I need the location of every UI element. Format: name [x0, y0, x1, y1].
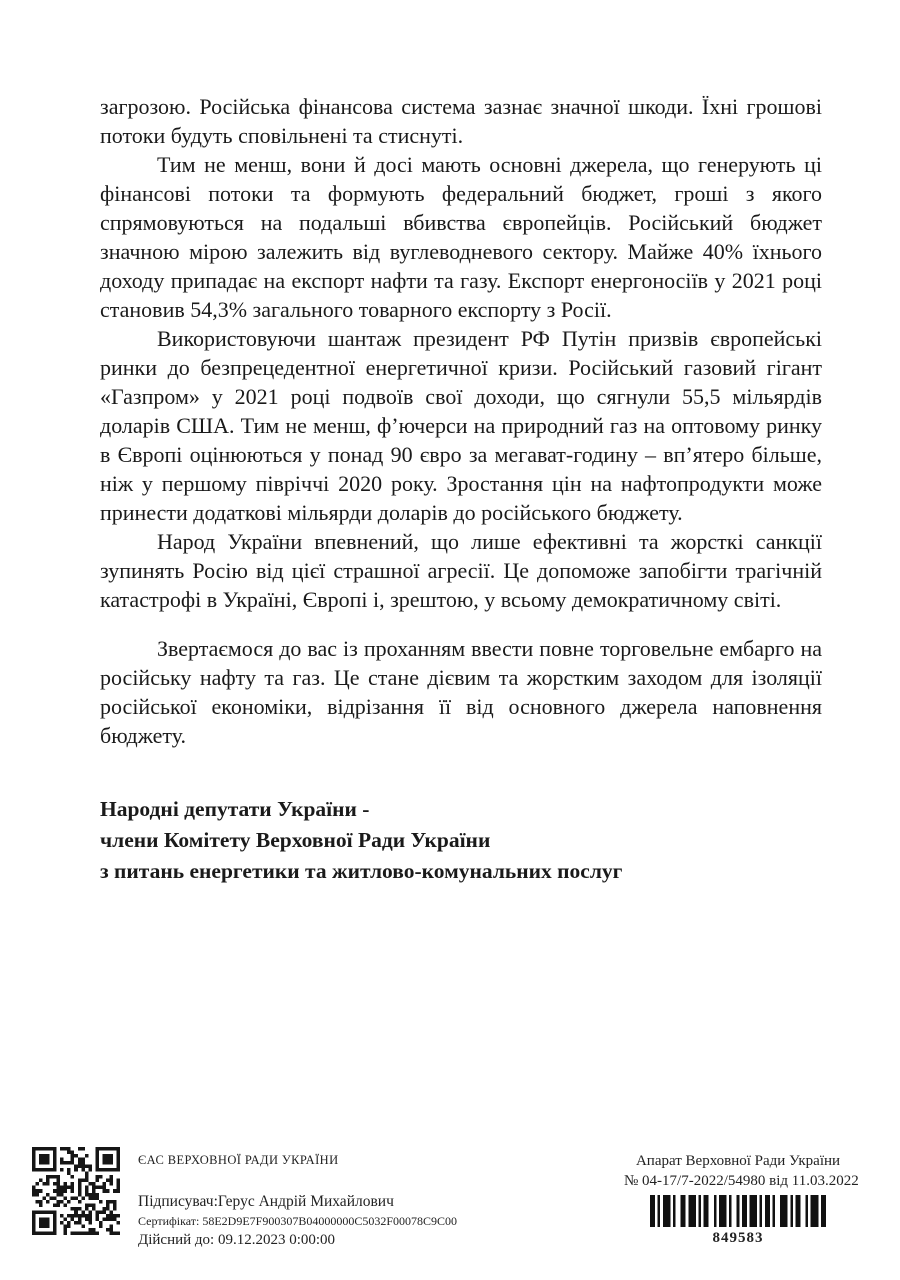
signer-name: Підписувач:Герус Андрій Михайлович — [138, 1193, 394, 1210]
registration-number: № 04-17/7-2022/54980 від 11.03.2022 — [624, 1173, 859, 1189]
signature-line: Народні депутати України - — [100, 797, 370, 821]
paragraph: Використовуючи шантаж президент РФ Путін призвів європейські ринки до безпрецедентної енергетичної кризи. Російський газовий гігант «Газпром» у 2021 році подвоїв свої доходи, що сягнули 55,5 мільярдів доларів США. Тим не менш, ф’ючерси на природний газ на оптовому ринку в Європі оцінюються у понад 90 євро за мегават-годину – вп’ятеро більше, ніж у першому півріччі 2020 року. Зростання цін на нафтопродукти може принести додаткові мільярди доларів до російського бюджету. — [100, 326, 822, 525]
apparatus-org-label: Апарат Верховної Ради України — [635, 1153, 841, 1169]
digital-signature-stamp — [138, 1153, 498, 1249]
signature-block — [100, 794, 822, 887]
certificate-number: Сертифікат: 58E2D9E7F900307B04000000C5032F00078C9C00 — [138, 1214, 458, 1228]
paragraph-continuation: загрозою. Російська фінансова система зазнає значної шкоди. Їхні грошові потоки будуть сповільнені та стиснуті. — [100, 94, 822, 148]
valid-until: Дійсний до: 09.12.2023 0:00:00 — [138, 1232, 336, 1248]
barcode-icon — [650, 1195, 826, 1227]
registration-stamp — [624, 1153, 859, 1247]
paragraph: Народ України впевнений, що лише ефективні та жорсткі санкції зупинять Росію від цієї страшної агресії. Це допоможе запобігти трагічній катастрофі в Україні, Європі і, зрештою, у всьому демократичному світі. — [100, 529, 822, 612]
paragraph: Тим не менш, вони й досі мають основні джерела, що генерують ці фінансові потоки та формують федеральний бюджет, гроші з якого спрямовуються на подальші вбивства європейців. Російський бюджет значною мірою залежить від вуглеводневого сектору. Майже 40% їхнього доходу припадає на експорт нафти та газу. Експорт енергоносіїв у 2021 році становив 54,3% загального товарного експорту з Росії. — [100, 152, 822, 322]
barcode-number: 849583 — [712, 1230, 764, 1246]
signature-line: з питань енергетики та житлово-комунальних послуг — [100, 859, 623, 883]
eac-org-label: ЄАС ВЕРХОВНОЇ РАДИ УКРАЇНИ — [138, 1153, 339, 1167]
signature-line: члени Комітету Верховної Ради України — [100, 828, 491, 852]
paragraph-appeal: Звертаємося до вас із проханням ввести повне торговельне ембарго на російську нафту та газ. Це стане дієвим та жорстким заходом для ізоляції російської економіки, відрізання її від основного джерела наповнення бюджету. — [100, 636, 822, 748]
document-body — [100, 92, 822, 887]
qr-code-icon — [32, 1147, 120, 1235]
